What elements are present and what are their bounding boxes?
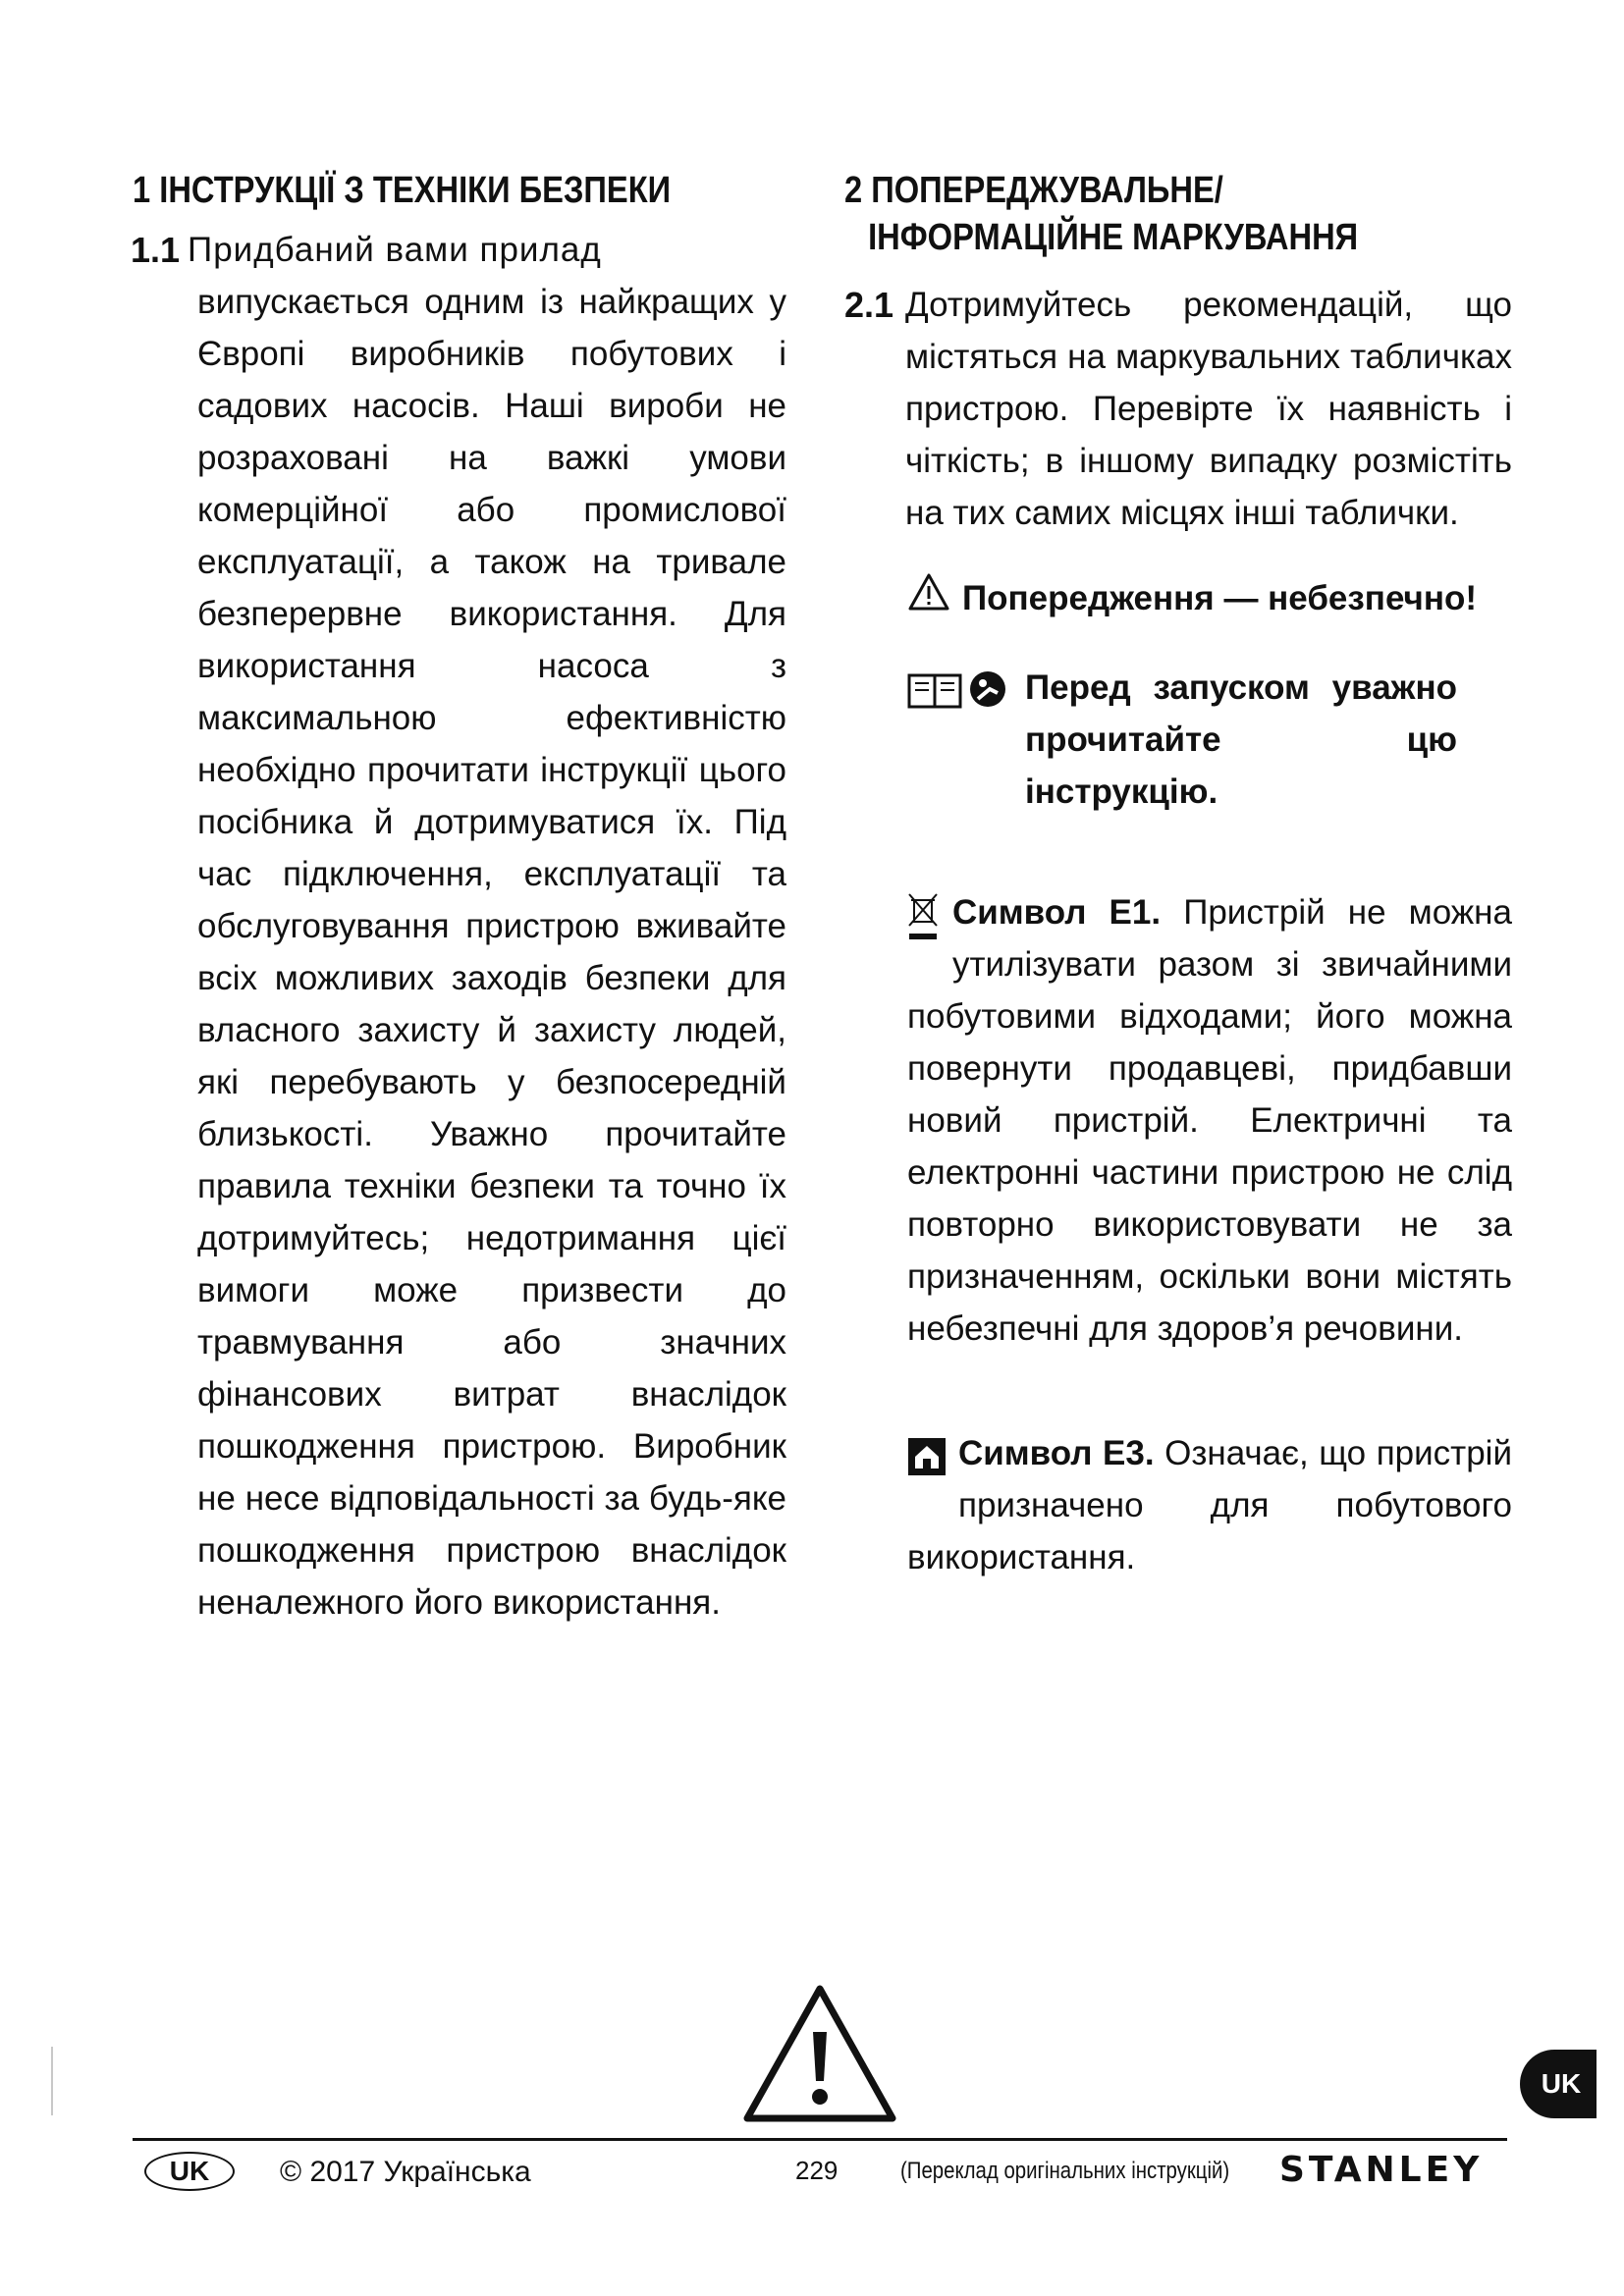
section-1-heading: 1 ІНСТРУКЦІЇ З ТЕХНІКИ БЕЗПЕКИ: [133, 170, 672, 211]
symbol-e1-label: Символ E1.: [952, 893, 1162, 932]
section-2-heading-line2: ІНФОРМАЦІЙНЕ МАРКУВАННЯ: [868, 217, 1359, 258]
large-warning-triangle-icon: [741, 1983, 898, 2130]
crossed-bin-icon: [907, 892, 939, 950]
section-1: [133, 167, 810, 1629]
warning-line: [907, 572, 1512, 624]
footer: [133, 2150, 1507, 2199]
symbol-e1: [907, 886, 1512, 1355]
page-number: 229: [795, 2156, 839, 2185]
item-first-line: Придбаний вами прилад: [188, 231, 602, 269]
warning-triangle-icon: [907, 572, 950, 616]
page-edge-mark: [51, 2047, 53, 2115]
section-2-heading: [844, 167, 1512, 261]
symbol-e3: [907, 1427, 1512, 1583]
symbol-e1-text: [907, 886, 1512, 1355]
symbol-e1-description: Пристрій не можна утилізувати разом зі звичайними побутовими відходами; його можна повернути продавцеві, придбавши новий пристрій. Електричні та електронні частини пристрою не слід повторно використовувати не за призначенням, оскільки вони містять небезпечні для здоров’я речовини.: [907, 893, 1512, 1348]
item-2-1: [844, 279, 1512, 539]
read-manual-text: Перед запуском уважно прочитайте цю інструкцію.: [1025, 668, 1457, 811]
footer-divider: [133, 2138, 1507, 2141]
warning-text: Попередження — небезпечно!: [962, 579, 1478, 617]
language-badge: UK: [144, 2152, 235, 2191]
translation-note: (Переклад оригінальних інструкцій): [900, 2158, 1230, 2184]
item-1-1: [133, 224, 810, 1629]
section-2: [844, 167, 1512, 1583]
read-instructions-icon: [968, 669, 1007, 714]
item-number: 2.1: [844, 285, 894, 325]
item-number: 1.1: [131, 230, 181, 270]
language-tab: UK: [1520, 2050, 1597, 2118]
section-2-heading-line1: 2 ПОПЕРЕДЖУВАЛЬНЕ/: [844, 170, 1223, 211]
item-1-1-text: випускається одним із найкращих у Європі виробників побутових і садових насосів. Наші вироби не розраховані на важкі умови комерційної або промислової експлуатації, а також на тривале безперервне використання. Для використання насоса з максимальною ефективністю необхідно прочитати інструкції цього посібника й дотримуватися їх. Під час підключення, експлуатації та обслуговування пристрою вживайте всіх можливих заходів безпеки для власного захисту й захисту людей, які перебувають у безпосередній близькості. Уважно прочитайте правила техніки безпеки та точно їх дотримуйтесь; недотримання цієї вимоги може призвести до травмування або значних фінансових витрат внаслідок пошкодження пристрою. Виробник не несе відповідальності за будь-яке пошкодження пристрою внаслідок неналежного його використання.: [197, 283, 786, 1622]
symbol-e3-label: Символ E3.: [958, 1434, 1155, 1472]
symbol-e3-text: [907, 1427, 1512, 1583]
home-use-icon: [907, 1437, 947, 1481]
read-manual-notice: [907, 662, 1512, 818]
symbol-e3-description: Означає, що пристрій призначено для побутового використання.: [907, 1434, 1512, 1576]
brand-logo: STANLEY: [1279, 2150, 1484, 2190]
manual-book-icon: [907, 671, 962, 716]
item-2-1-text: Дотримуйтесь рекомендацій, що містяться на маркувальних табличках пристрою. Перевірте їх наявність і чіткість; в іншому випадку розмістіть на тих самих місцях інші таблички.: [905, 286, 1512, 532]
copyright: © 2017 Українська: [280, 2156, 531, 2188]
